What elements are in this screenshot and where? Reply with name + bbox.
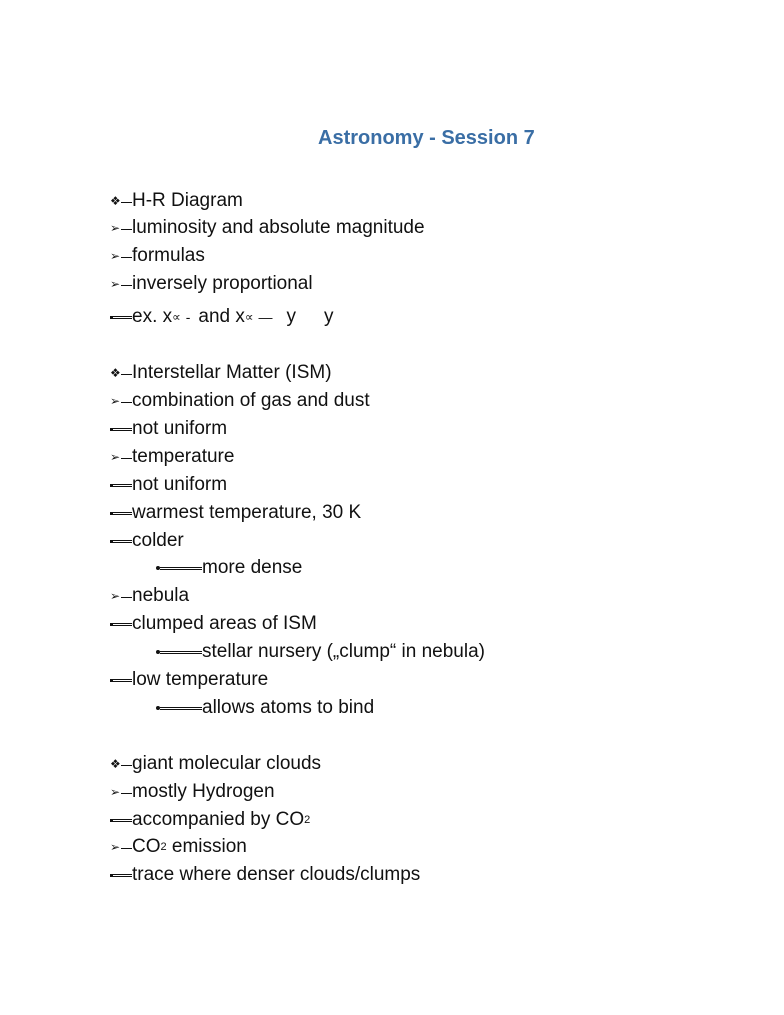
arrow-bullet-icon: ➢ <box>110 243 132 269</box>
arrow-bullet-icon: ➢ <box>110 271 132 297</box>
formula-prefix: ex. x <box>132 306 173 327</box>
list-item-text: inversely proportional <box>132 273 313 294</box>
dot-bullet-icon <box>156 639 202 665</box>
list-item-text: trace where denser clouds/clumps <box>132 864 421 885</box>
list-item-text: Interstellar Matter (ISM) <box>132 362 332 383</box>
list-item <box>156 695 374 721</box>
list-item-text: combination of gas and dust <box>132 390 370 411</box>
list-item <box>110 583 189 609</box>
list-item-text: formulas <box>132 245 205 266</box>
page-title: Astronomy - Session 7 <box>318 127 535 149</box>
list-item-text: luminosity and absolute magnitude <box>132 217 425 238</box>
list-item-text: low temperature <box>132 669 269 690</box>
list-item-text: mostly Hydrogen <box>132 781 275 802</box>
list-item-text: accompanied by CO <box>132 809 305 830</box>
list-item-text: more dense <box>202 557 303 578</box>
list-item-text: clumped areas of ISM <box>132 613 317 634</box>
list-item-text: not uniform <box>132 418 228 439</box>
arrow-bullet-icon: ➢ <box>110 834 132 860</box>
list-item-text: allows atoms to bind <box>202 697 375 718</box>
list-item <box>110 215 425 241</box>
formula-y: y <box>323 306 334 327</box>
arrow-bullet-icon: ➢ <box>110 388 132 414</box>
list-item-text: nebula <box>132 585 190 606</box>
list-item-suffix: emission <box>166 836 247 857</box>
list-item <box>110 416 227 442</box>
list-item-text: warmest temperature, 30 K <box>132 502 362 523</box>
diamond-bullet-icon: ❖ <box>110 751 132 777</box>
list-item <box>110 472 227 498</box>
list-item <box>156 555 302 581</box>
formula-middle: and x <box>198 306 245 327</box>
list-item-text: CO <box>132 836 161 857</box>
dot-bullet-icon <box>156 555 202 581</box>
list-item <box>110 500 361 526</box>
list-item <box>110 243 205 269</box>
square-bullet-icon <box>110 416 132 442</box>
list-item <box>110 862 420 888</box>
list-item-text: not uniform <box>132 474 228 495</box>
square-bullet-icon <box>110 500 132 526</box>
square-bullet-icon <box>110 472 132 498</box>
square-bullet-icon <box>110 528 132 554</box>
diamond-bullet-icon: ❖ <box>110 360 132 386</box>
list-item <box>110 528 184 554</box>
list-item: ➢ CO 2 emission <box>110 834 247 860</box>
list-item <box>156 639 485 665</box>
list-item-text: stellar nursery („clump“ in nebula) <box>202 641 485 662</box>
list-item <box>110 444 234 470</box>
arrow-bullet-icon: ➢ <box>110 444 132 470</box>
list-item <box>110 188 243 214</box>
dot-bullet-icon <box>156 695 202 721</box>
list-item <box>110 388 370 414</box>
list-item <box>110 667 268 693</box>
arrow-bullet-icon: ➢ <box>110 779 132 805</box>
arrow-bullet-icon: ➢ <box>110 215 132 241</box>
square-bullet-icon <box>110 304 132 330</box>
square-bullet-icon <box>110 862 132 888</box>
list-item-text: temperature <box>132 446 235 467</box>
square-bullet-icon <box>110 611 132 637</box>
square-bullet-icon <box>110 667 132 693</box>
list-item <box>110 779 275 805</box>
list-item-text: giant molecular clouds <box>132 753 322 774</box>
list-item <box>110 360 332 386</box>
formula-line: ex. x ∝ - and x ∝ — y y <box>110 304 333 330</box>
list-item <box>110 611 317 637</box>
square-bullet-icon <box>110 807 132 833</box>
arrow-bullet-icon: ➢ <box>110 583 132 609</box>
list-item <box>110 271 313 297</box>
formula-y: y <box>286 306 296 327</box>
list-item: accompanied by CO 2 <box>110 807 310 833</box>
list-item <box>110 751 321 777</box>
list-item-text: H-R Diagram <box>132 190 243 211</box>
list-item-text: colder <box>132 530 184 551</box>
diamond-bullet-icon: ❖ <box>110 188 132 214</box>
